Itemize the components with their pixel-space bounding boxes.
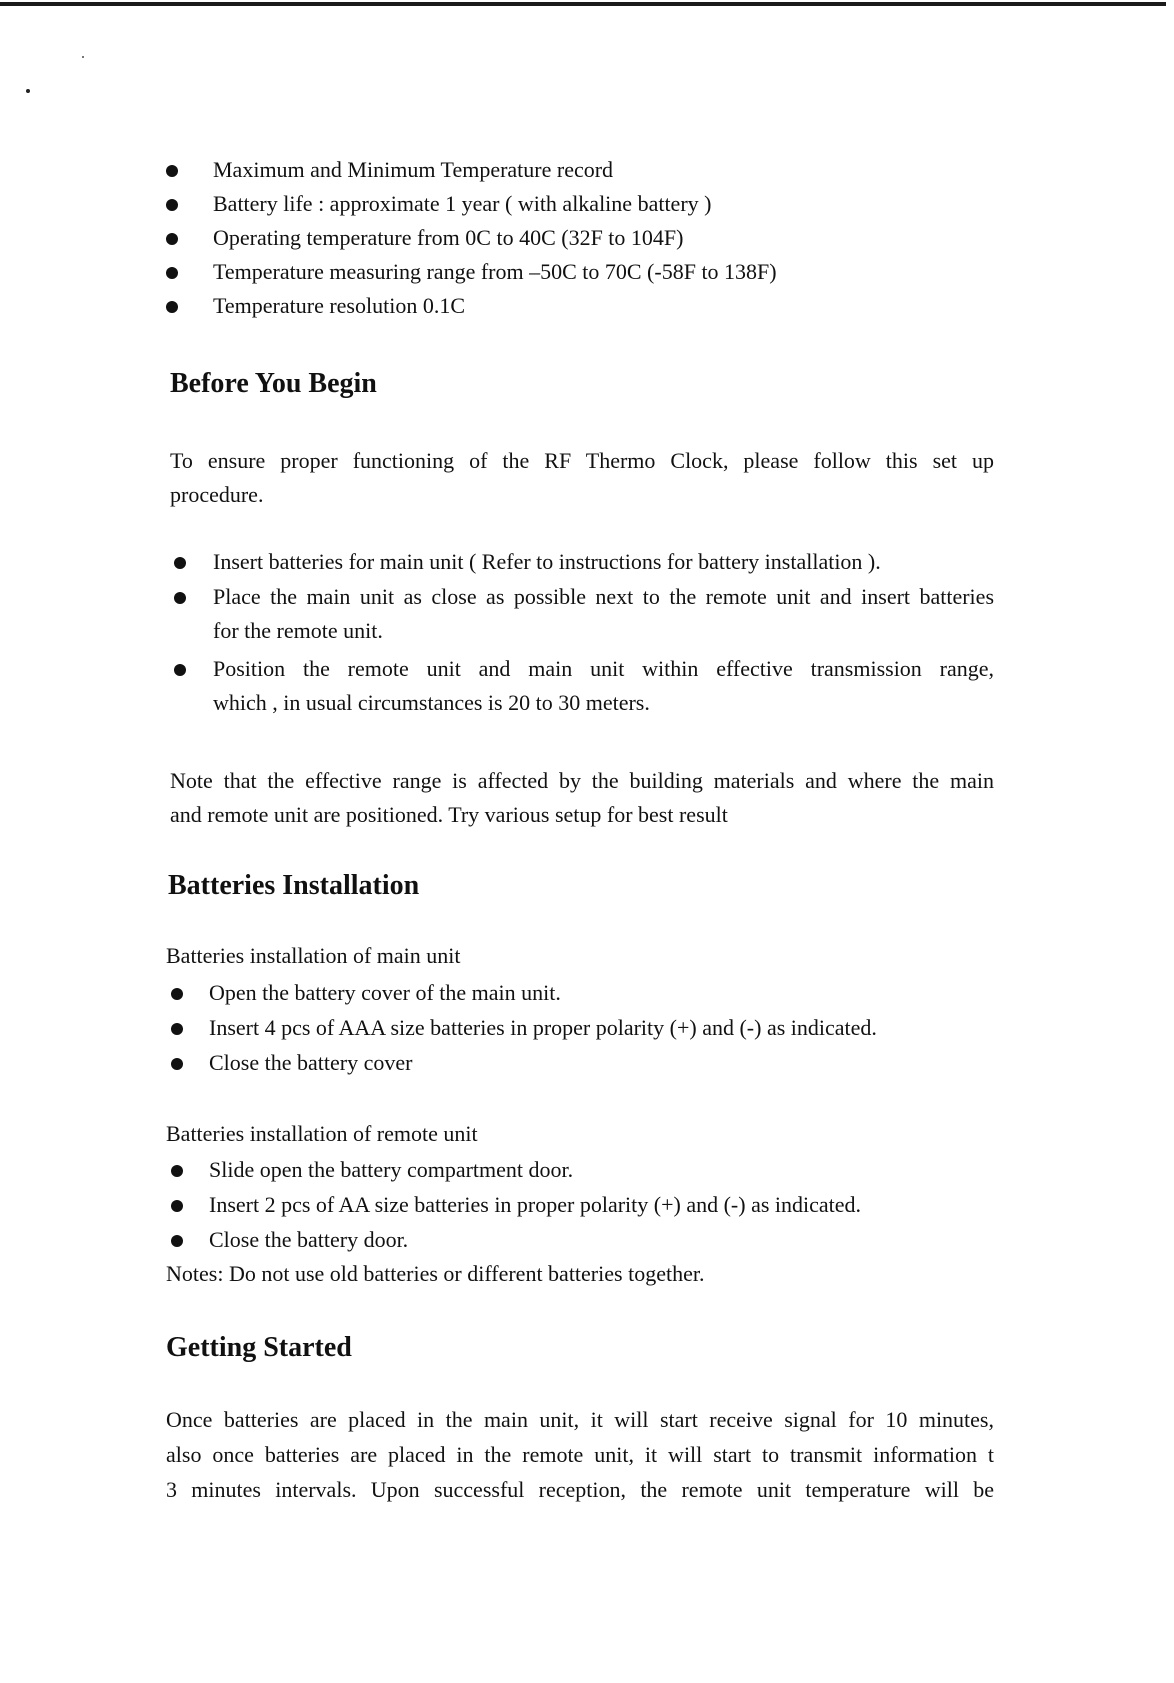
intro-paragraph-line: To ensure proper functioning of the RF Thermo Clock, please follow this set up — [170, 448, 994, 473]
section-heading-getting-started: Getting Started — [166, 1332, 352, 1363]
top-border-rule — [0, 2, 1166, 6]
bullet-icon — [166, 267, 178, 279]
bullet-icon — [171, 1200, 183, 1212]
scan-speck — [82, 56, 84, 58]
scan-mark — [26, 89, 30, 93]
feature-item: Temperature resolution 0.1C — [213, 293, 466, 318]
main-unit-install-step: Close the battery cover — [209, 1050, 413, 1075]
bullet-icon — [166, 165, 178, 177]
range-note-line: Note that the effective range is affected by the building materials and where the main — [170, 768, 994, 793]
remote-unit-install-step: Close the battery door. — [209, 1227, 409, 1252]
bullet-icon — [174, 664, 186, 676]
bullet-icon — [166, 233, 178, 245]
bullet-icon — [166, 301, 178, 313]
range-note-line: and remote unit are positioned. Try various setup for best result — [170, 802, 728, 827]
feature-item: Operating temperature from 0C to 40C (32F to 104F) — [213, 225, 684, 250]
setup-step-continuation: which , in usual circumstances is 20 to 30 meters. — [213, 690, 650, 715]
feature-item: Maximum and Minimum Temperature record — [213, 157, 614, 182]
bullet-icon — [171, 1023, 183, 1035]
intro-paragraph-line: procedure. — [170, 482, 264, 507]
bullet-icon — [174, 557, 186, 569]
main-unit-install-step: Insert 4 pcs of AAA size batteries in proper polarity (+) and (-) as indicated. — [209, 1015, 877, 1040]
section-heading-batteries-installation: Batteries Installation — [168, 870, 420, 901]
feature-item: Temperature measuring range from –50C to 70C (-58F to 138F) — [213, 259, 777, 284]
section-heading-before-you-begin: Before You Begin — [170, 368, 377, 399]
getting-started-line: Once batteries are placed in the main unit, it will start receive signal for 10 minutes, — [166, 1407, 994, 1432]
feature-item: Battery life : approximate 1 year ( with alkaline battery ) — [213, 191, 712, 216]
remote-unit-install-title: Batteries installation of remote unit — [166, 1121, 478, 1146]
getting-started-line: 3 minutes intervals. Upon successful reception, the remote unit temperature will be — [166, 1477, 994, 1502]
bullet-icon — [171, 1058, 183, 1070]
bullet-icon — [174, 592, 186, 604]
setup-step-continuation: for the remote unit. — [213, 618, 383, 643]
bullet-icon — [171, 1165, 183, 1177]
remote-unit-install-step: Slide open the battery compartment door. — [209, 1157, 574, 1182]
getting-started-line: also once batteries are placed in the remote unit, it will start to transmit information t — [166, 1442, 994, 1467]
bullet-icon — [171, 988, 183, 1000]
remote-unit-install-step: Insert 2 pcs of AA size batteries in proper polarity (+) and (-) as indicated. — [209, 1192, 862, 1217]
main-unit-install-step: Open the battery cover of the main unit. — [209, 980, 561, 1005]
setup-step: Insert batteries for main unit ( Refer to instructions for battery installation ). — [213, 549, 881, 574]
batteries-notes: Notes: Do not use old batteries or different batteries together. — [166, 1261, 705, 1286]
bullet-icon — [171, 1235, 183, 1247]
setup-step: Position the remote unit and main unit within effective transmission range, — [213, 656, 994, 681]
setup-step: Place the main unit as close as possible next to the remote unit and insert batteries — [213, 584, 994, 609]
bullet-icon — [166, 199, 178, 211]
main-unit-install-title: Batteries installation of main unit — [166, 943, 461, 968]
